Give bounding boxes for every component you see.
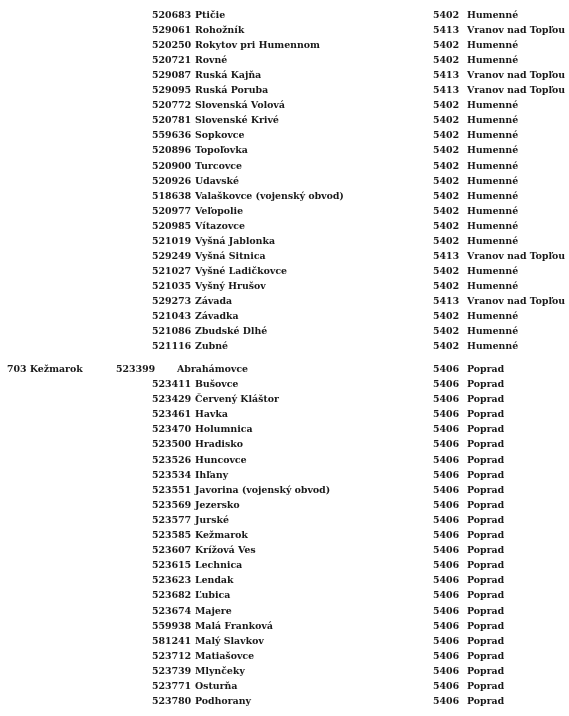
municipality-code: 523623	[152, 575, 192, 587]
office-name: Poprad	[467, 439, 505, 451]
table-row	[0, 453, 569, 468]
office-code: 5406	[433, 394, 460, 406]
municipality-code: 523712	[152, 650, 192, 662]
office-name: Humenné	[467, 130, 519, 142]
office-code: 5413	[433, 250, 460, 262]
office-name: Humenné	[467, 265, 519, 277]
municipality-name: Vyšná Sitnica	[195, 250, 266, 262]
municipality-code: 520250	[152, 40, 192, 52]
municipality-name: Mlynčeky	[195, 665, 245, 677]
table-row	[0, 143, 569, 158]
office-name: Vranov nad Topľou	[467, 25, 566, 37]
table-row	[0, 437, 569, 452]
office-code: 5402	[433, 100, 460, 112]
table-row	[0, 113, 569, 128]
municipality-code: 523674	[152, 605, 192, 617]
office-name: Humenné	[467, 205, 519, 217]
office-code: 5406	[433, 605, 460, 617]
municipality-code: 523551	[152, 484, 192, 496]
office-name: Poprad	[467, 499, 505, 511]
office-code: 5406	[433, 454, 460, 466]
municipality-code: 523780	[152, 696, 192, 708]
office-name: Vranov nad Topľou	[467, 295, 566, 307]
office-code: 5406	[433, 409, 460, 421]
office-code: 5413	[433, 25, 460, 37]
municipality-name: Slovenské Krivé	[195, 115, 279, 127]
municipality-name: Ihľany	[195, 469, 229, 481]
municipality-name: Jurské	[195, 514, 229, 526]
office-name: Poprad	[467, 484, 505, 496]
table-row	[0, 679, 569, 694]
municipality-code: 529095	[152, 85, 192, 97]
office-code: 5406	[433, 650, 460, 662]
municipality-code: 520977	[152, 205, 192, 217]
table-row	[0, 573, 569, 588]
municipality-code: 559636	[152, 130, 192, 142]
municipality-name: Sopkovce	[195, 130, 245, 142]
municipality-name: Lendak	[195, 575, 234, 587]
table-row	[0, 649, 569, 664]
table-row	[0, 422, 569, 437]
municipality-code: 521019	[152, 235, 192, 247]
municipality-code: 518638	[152, 190, 192, 202]
office-code: 5402	[433, 311, 460, 322]
municipality-name: Kežmarok	[195, 530, 248, 541]
office-name: Poprad	[467, 394, 505, 406]
municipality-name: Závada	[195, 295, 233, 307]
office-name: Poprad	[467, 409, 505, 421]
table-row	[0, 8, 569, 23]
municipality-name: Veľopolie	[195, 205, 244, 217]
municipality-name: Huncovce	[195, 454, 247, 466]
table-row	[0, 339, 569, 354]
office-code: 5402	[433, 280, 460, 292]
municipality-name: Zubné	[195, 341, 228, 353]
table-row	[0, 543, 569, 558]
municipality-name: Matiašovce	[195, 650, 255, 662]
office-code: 5402	[433, 205, 460, 217]
office-code: 5402	[433, 145, 460, 157]
table-row	[0, 83, 569, 98]
office-code: 5402	[433, 175, 460, 187]
table-row	[0, 407, 569, 422]
office-code: 5402	[433, 55, 460, 67]
office-name: Poprad	[467, 635, 505, 647]
municipality-name: Majere	[195, 605, 232, 617]
municipality-name: Ptičie	[195, 10, 226, 21]
office-name: Humenné	[467, 235, 519, 247]
municipality-name: Udavské	[195, 175, 239, 187]
municipality-name: Podhorany	[195, 696, 251, 708]
municipality-name: Abrahámovce	[177, 364, 249, 375]
office-name: Poprad	[467, 620, 505, 632]
table-row	[0, 483, 569, 498]
municipality-name: Vyšný Hrušov	[195, 280, 266, 292]
office-name: Humenné	[467, 220, 519, 232]
office-name: Humenné	[467, 55, 519, 67]
municipality-code: 521116	[152, 341, 192, 353]
office-code: 5406	[433, 620, 460, 632]
municipality-code: 523607	[152, 545, 192, 557]
table-row	[0, 664, 569, 679]
office-name: Poprad	[467, 696, 505, 708]
table-row	[0, 279, 569, 294]
municipality-name: Zbudské Dlhé	[195, 326, 268, 338]
table-row	[0, 294, 569, 309]
office-code: 5402	[433, 235, 460, 247]
office-code: 5406	[433, 545, 460, 557]
office-name: Humenné	[467, 115, 519, 127]
municipality-name: Turcovce	[195, 160, 242, 172]
municipality-name: Havka	[195, 409, 228, 421]
table-row	[0, 468, 569, 483]
office-name: Humenné	[467, 280, 519, 292]
office-name: Vranov nad Topľou	[467, 250, 566, 262]
municipality-name: Červený Kláštor	[195, 394, 279, 406]
table-row	[0, 604, 569, 619]
district-code: 523399	[116, 364, 156, 375]
table-row	[0, 98, 569, 113]
table-row	[0, 264, 569, 279]
municipality-code: 523526	[152, 454, 192, 466]
municipality-code: 523585	[152, 530, 192, 541]
office-name: Poprad	[467, 560, 505, 572]
table-row	[0, 309, 569, 324]
municipality-name: Vítazovce	[195, 220, 245, 232]
office-code: 5402	[433, 130, 460, 142]
municipality-name: Krížová Ves	[195, 545, 256, 557]
office-code: 5406	[433, 499, 460, 511]
office-name: Poprad	[467, 514, 505, 526]
municipality-code: 529249	[152, 250, 192, 262]
office-name: Humenné	[467, 311, 519, 322]
municipality-name: Osturňa	[195, 681, 238, 692]
municipality-name: Ľubica	[195, 590, 231, 602]
municipality-code: 523739	[152, 665, 192, 677]
municipality-code: 523429	[152, 394, 192, 406]
municipality-name: Bušovce	[195, 379, 239, 390]
municipality-name: Vyšná Jablonka	[195, 235, 276, 247]
office-name: Poprad	[467, 424, 505, 436]
office-code: 5406	[433, 665, 460, 677]
municipality-code: 520772	[152, 100, 192, 112]
office-name: Humenné	[467, 175, 519, 187]
office-code: 5406	[433, 590, 460, 602]
office-code: 5406	[433, 575, 460, 587]
table-row	[0, 174, 569, 189]
table-row	[0, 204, 569, 219]
municipality-name: Topoľovka	[195, 145, 248, 157]
office-code: 5406	[433, 635, 460, 647]
table-row	[0, 619, 569, 634]
office-code: 5406	[433, 364, 460, 375]
office-code: 5406	[433, 696, 460, 708]
municipality-code: 520900	[152, 160, 192, 172]
municipality-name: Malý Slavkov	[195, 635, 264, 647]
municipality-name: Javorina (vojenský obvod)	[195, 484, 331, 496]
office-code: 5406	[433, 514, 460, 526]
municipality-code: 523461	[152, 409, 192, 421]
municipality-code: 520896	[152, 145, 192, 157]
municipality-code: 529273	[152, 295, 192, 307]
municipality-code: 523534	[152, 469, 192, 481]
office-name: Humenné	[467, 100, 519, 112]
municipality-name: Ruská Kajňa	[195, 70, 262, 82]
municipality-name: Slovenská Volová	[195, 100, 285, 112]
municipality-code: 523500	[152, 439, 192, 451]
office-name: Poprad	[467, 681, 505, 692]
office-code: 5406	[433, 469, 460, 481]
office-code: 5402	[433, 265, 460, 277]
office-name: Vranov nad Topľou	[467, 85, 566, 97]
office-name: Poprad	[467, 530, 505, 541]
municipality-code: 523470	[152, 424, 192, 436]
municipality-code: 521086	[152, 326, 192, 338]
office-name: Humenné	[467, 341, 519, 353]
office-code: 5406	[433, 484, 460, 496]
office-name: Poprad	[467, 364, 505, 375]
municipality-code: 523569	[152, 499, 192, 511]
municipality-name: Valaškovce (vojenský obvod)	[195, 190, 344, 202]
office-name: Poprad	[467, 665, 505, 677]
office-name: Humenné	[467, 326, 519, 338]
office-code: 5402	[433, 326, 460, 338]
municipality-code: 529061	[152, 25, 192, 37]
municipality-code: 521027	[152, 265, 192, 277]
municipality-code: 520721	[152, 55, 192, 67]
office-code: 5413	[433, 85, 460, 97]
municipality-code: 581241	[152, 635, 192, 647]
municipality-name: Rohožník	[195, 25, 245, 37]
municipality-name: Vyšné Ladičkovce	[195, 265, 288, 277]
municipality-code: 523615	[152, 560, 192, 572]
municipality-name: Lechnica	[195, 560, 243, 572]
municipality-name: Holumnica	[195, 424, 253, 436]
office-code: 5402	[433, 10, 460, 21]
office-name: Poprad	[467, 379, 505, 390]
table-row	[0, 324, 569, 339]
table-row	[0, 528, 569, 543]
municipality-name: Závadka	[195, 311, 239, 322]
office-name: Humenné	[467, 190, 519, 202]
office-code: 5406	[433, 439, 460, 451]
table-row	[0, 189, 569, 204]
municipality-name: Rovné	[195, 55, 228, 67]
municipality-name: Ruská Poruba	[195, 85, 269, 97]
municipality-code: 523771	[152, 681, 192, 692]
office-name: Humenné	[467, 40, 519, 52]
table-row	[0, 558, 569, 573]
office-code: 5413	[433, 70, 460, 82]
office-name: Humenné	[467, 145, 519, 157]
table-row	[0, 513, 569, 528]
table-row	[0, 159, 569, 174]
municipality-code: 529087	[152, 70, 192, 82]
office-code: 5406	[433, 560, 460, 572]
office-name: Poprad	[467, 605, 505, 617]
office-name: Poprad	[467, 454, 505, 466]
office-code: 5406	[433, 379, 460, 390]
municipality-code: 520926	[152, 175, 192, 187]
table-row	[0, 588, 569, 603]
table-row	[0, 249, 569, 264]
office-name: Poprad	[467, 469, 505, 481]
office-code: 5402	[433, 160, 460, 172]
municipality-code: 523682	[152, 590, 192, 602]
office-code: 5406	[433, 424, 460, 436]
office-name: Humenné	[467, 160, 519, 172]
municipality-name: Jezersko	[195, 499, 240, 511]
table-row	[0, 694, 569, 709]
office-code: 5402	[433, 190, 460, 202]
municipality-name: Hradisko	[195, 439, 244, 451]
office-name: Poprad	[467, 590, 505, 602]
municipality-code: 521035	[152, 280, 192, 292]
office-name: Poprad	[467, 650, 505, 662]
office-name: Poprad	[467, 575, 505, 587]
office-name: Vranov nad Topľou	[467, 70, 566, 82]
office-name: Humenné	[467, 10, 519, 21]
table-row	[0, 53, 569, 68]
table-row	[0, 128, 569, 143]
office-code: 5413	[433, 295, 460, 307]
municipality-code: 520985	[152, 220, 192, 232]
table-row	[0, 234, 569, 249]
municipality-code: 520781	[152, 115, 192, 127]
office-code: 5402	[433, 341, 460, 353]
table-row	[0, 219, 569, 234]
table-row	[0, 377, 569, 392]
district-header-row	[0, 362, 569, 377]
office-code: 5406	[433, 681, 460, 692]
municipality-name: Rokytov pri Humennom	[195, 40, 320, 52]
table-row	[0, 23, 569, 38]
municipality-code: 559938	[152, 620, 192, 632]
district-name: 703 Kežmarok	[7, 364, 83, 375]
municipality-code: 520683	[152, 10, 192, 21]
table-row	[0, 38, 569, 53]
table-row	[0, 634, 569, 649]
municipality-name: Malá Franková	[195, 620, 273, 632]
table-row	[0, 498, 569, 513]
municipality-code: 523577	[152, 514, 192, 526]
office-code: 5406	[433, 530, 460, 541]
office-code: 5402	[433, 115, 460, 127]
municipality-code: 521043	[152, 311, 192, 322]
municipality-code: 523411	[152, 379, 192, 390]
table-row	[0, 392, 569, 407]
table-row	[0, 68, 569, 83]
office-name: Poprad	[467, 545, 505, 557]
office-code: 5402	[433, 40, 460, 52]
office-code: 5402	[433, 220, 460, 232]
